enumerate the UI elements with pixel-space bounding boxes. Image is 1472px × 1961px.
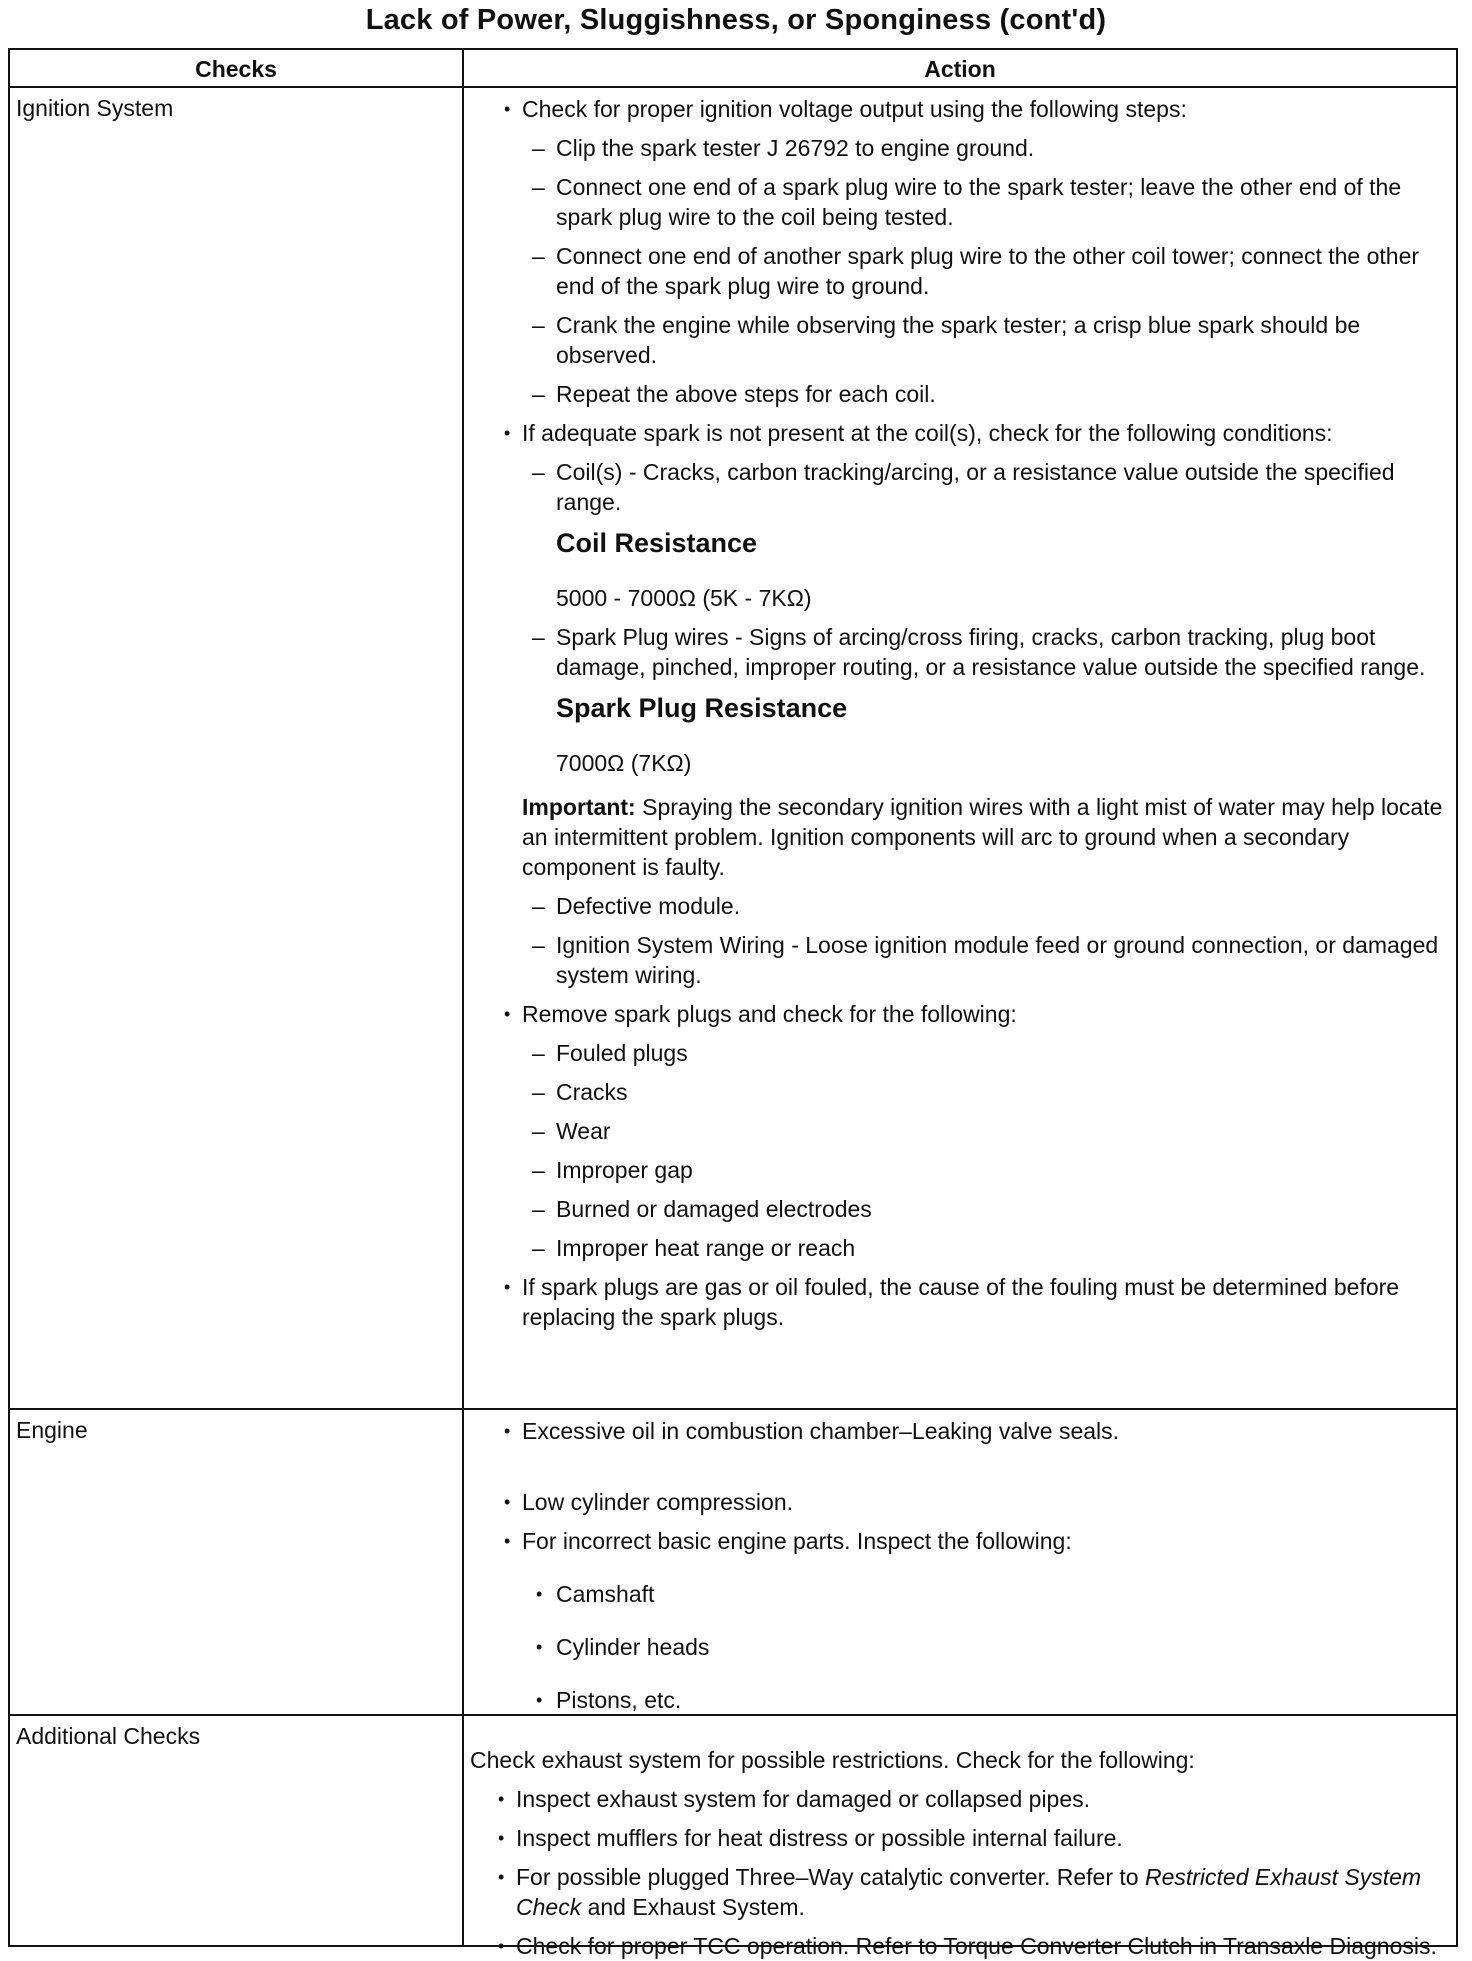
text: For possible plugged Three–Way catalytic converter. Refer to	[516, 1864, 1139, 1890]
list-item: • Excessive oil in combustion chamber–Leaking valve seals.	[476, 1416, 1446, 1446]
list-item: – Crank the engine while observing the spark tester; a crisp blue spark should be observed.	[476, 310, 1446, 370]
list-item: – Wear	[476, 1116, 1446, 1146]
action-cell	[466, 1716, 1456, 1959]
coil-resistance-heading: Coil Resistance	[556, 528, 758, 558]
spark-plug-resistance-heading: Spark Plug Resistance	[556, 693, 848, 723]
list-item: • Inspect exhaust system for damaged or collapsed pipes.	[470, 1784, 1446, 1814]
table-row-engine	[10, 1410, 1456, 1716]
diagnostic-table	[8, 48, 1458, 1959]
list-item: – Burned or damaged electrodes	[476, 1194, 1446, 1224]
important-text: Spraying the secondary ignition wires with a light mist of water may help locate an intermittent problem. Ignition components will arc to ground when a secondary component is faulty.	[522, 794, 1443, 880]
reference-title: Restricted Exhaust System Check	[516, 1864, 1422, 1920]
list-item: • Low cylinder compression.	[476, 1487, 1446, 1517]
text: and Exhaust System.	[587, 1894, 805, 1920]
spark-plug-resistance-value: 7000Ω (7KΩ)	[556, 750, 692, 776]
list-item	[470, 1862, 1446, 1922]
list-item: – Fouled plugs	[476, 1038, 1446, 1068]
list-item: – Repeat the above steps for each coil.	[476, 379, 1446, 409]
coil-resistance-value: 5000 - 7000Ω (5K - 7KΩ)	[556, 585, 812, 611]
list-item: Check exhaust system for possible restrictions. Check for the following:	[470, 1747, 1195, 1773]
list-item: – Connect one end of a spark plug wire to the spark tester; leave the other end of the spark plug wire to the coil being tested.	[476, 172, 1446, 232]
list-item: – Defective module.	[476, 891, 1446, 921]
list-item: – Coil(s) - Cracks, carbon tracking/arcing, or a resistance value outside the specified range.	[476, 457, 1446, 517]
list-item: – Clip the spark tester J 26792 to engine ground.	[476, 133, 1446, 163]
list-item: – Improper heat range or reach	[476, 1233, 1446, 1263]
list-item: – Ignition System Wiring - Loose ignition module feed or ground connection, or damaged system wiring.	[476, 930, 1446, 990]
list-item: • If adequate spark is not present at the coil(s), check for the following conditions:	[476, 418, 1446, 448]
list-item: – Spark Plug wires - Signs of arcing/cross firing, cracks, carbon tracking, plug boot damage, pinched, improper routing, or a resistance value outside the specified range.	[476, 622, 1446, 682]
table-row-additional-checks	[10, 1716, 1456, 1959]
action-cell	[466, 88, 1456, 1408]
page-title: Lack of Power, Sluggishness, or Sponginess (cont'd)	[365, 4, 1107, 36]
action-cell	[466, 1410, 1456, 1714]
check-label: Engine	[10, 1410, 464, 1714]
list-item: • Remove spark plugs and check for the following:	[476, 999, 1446, 1029]
list-item: • Camshaft	[476, 1579, 1446, 1609]
list-item: • If spark plugs are gas or oil fouled, the cause of the fouling must be determined before replacing the spark plugs.	[476, 1272, 1446, 1332]
important-label: Important:	[522, 794, 636, 820]
table-row-ignition-system	[10, 88, 1456, 1410]
list-item: • Inspect mufflers for heat distress or possible internal failure.	[470, 1823, 1446, 1853]
list-item: • For incorrect basic engine parts. Inspect the following:	[476, 1526, 1446, 1556]
list-item: • Cylinder heads	[476, 1632, 1446, 1662]
column-header-action: Action	[464, 50, 1456, 88]
important-note	[476, 792, 1446, 882]
list-item: – Connect one end of another spark plug wire to the other coil tower; connect the other end of the spark plug wire to ground.	[476, 241, 1446, 301]
list-item: • Pistons, etc.	[476, 1685, 1446, 1715]
list-item: – Improper gap	[476, 1155, 1446, 1185]
list-item: – Cracks	[476, 1077, 1446, 1107]
check-label: Additional Checks	[10, 1716, 464, 1945]
list-item: • Check for proper TCC operation. Refer to Torque Converter Clutch in Transaxle Diagnosis.	[470, 1931, 1446, 1961]
check-label: Ignition System	[10, 88, 464, 1408]
column-header-checks: Checks	[10, 50, 464, 88]
list-item: • Check for proper ignition voltage output using the following steps:	[476, 94, 1446, 124]
